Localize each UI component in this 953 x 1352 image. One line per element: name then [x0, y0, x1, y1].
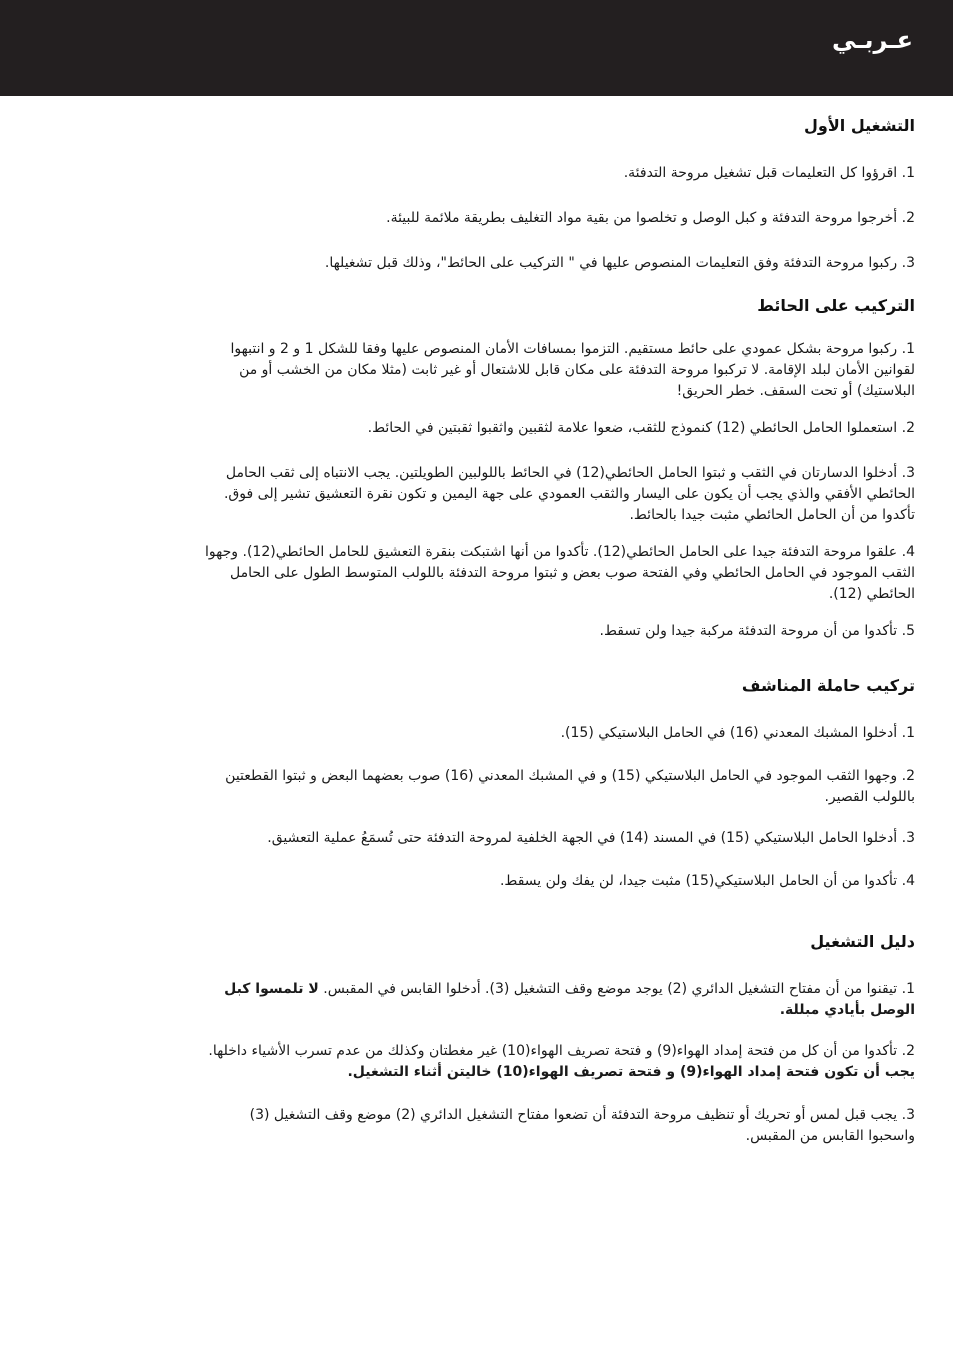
wall-mounting-item-2: 2. استعملوا الحامل الحائطي (12) كنموذج للثقب، ضعوا علامة لثقبين واثقبوا ثقبتين في الحائط.: [367, 420, 915, 436]
operating-guide-item-2: 2. تأكدوا من أن كل من فتحة إمداد الهواء(9) و فتحة تصريف الهواء(10) غير مغطتان وكذلك من عدم تسرب الأشياء داخلها. يجب أن تكون فتحة إمداد الهواء(9) و فتحة تصريف الهواء(10) خاليتن أثناء التشغيل.: [208, 1043, 915, 1080]
wall-mounting-item-4: 4. علقوا مروحة التدفئة جيدا على الحامل الحائطي(12). تأكدوا من أنها اشتبكت بنقرة التعشيق للحامل الحائطي(12). وجهوا الثقب الموجود في الحامل الحائطي وفي الفتحة صوب بعض و ثبتوا مروحة التدفئة باللولب المتوسط الطول على الحامل الحائطي (12).: [205, 544, 915, 602]
first-operation-item-3: 3. ركبوا مروحة التدفئة وفق التعليمات المنصوص عليها في " التركيب على الحائط"، وذلك قبل تشغيلها.: [324, 255, 915, 271]
first-operation-item-1: 1. اقرؤوا كل التعليمات قبل تشغيل مروحة التدفئة.: [623, 165, 915, 181]
towel-holder-item-4: 4. تأكدوا من أن الحامل البلاستيكي(15) مثبت جيدا، لن يفك ولن يسقط.: [499, 873, 915, 889]
section-heading-wall-mounting: التركيب على الحائط: [757, 296, 915, 315]
operating-guide-item-3: 3. يجب قبل لمس أو تحريك أو تنظيف مروحة التدفئة أن تضعوا مفتاح التشغيل الدائري (2) موضع وقف التشغيل (3) واسحبوا القابس من المقبس.: [249, 1107, 915, 1144]
towel-holder-item-3: 3. أدخلوا الحامل البلاستيكي (15) في المسند (14) في الجهة الخلفية لمروحة التدفئة حتى تُسمَعُ عملية التعشيق.: [267, 830, 915, 846]
wall-mounting-item-3: 3. أدخلوا الدسارتان في الثقب و ثبتوا الحامل الحائطي(12) في الحائط باللولبين الطويلتين. يجب الانتباه إلى ثقب الحامل الحائطي الأفقي والذي يجب أن يكون على اليسار والثقب العمودي على جهة اليمين و تكون نقرة التعشيق تشير إلى فوق. تأكدوا من أن الحامل الحائطي مثبت جيدا بالحائط.: [223, 465, 915, 523]
towel-holder-item-2: 2. وجهوا الثقب الموجود في الحامل البلاستيكي (15) و في المشبك المعدني (16) صوب بعضهما البعض و ثبتوا القطعتين باللولب القصير.: [225, 768, 915, 805]
wall-mounting-item-5: 5. تأكدوا من أن مروحة التدفئة مركبة جيدا ولن تسقط.: [599, 623, 915, 639]
section-heading-first-operation: التشغيل الأول: [804, 116, 915, 135]
operating-guide-item-1: 1. تيقنوا من أن مفتاح التشغيل الدائري (2) يوجد موضع وقف التشغيل (3). أدخلوا القابس في المقبس. لا تلمسوا كبل الوصل بأيادي مبللة.: [224, 981, 915, 1018]
towel-holder-item-1: 1. أدخلوا المشبك المعدني (16) في الحامل البلاستيكي (15).: [560, 725, 915, 741]
section-heading-towel-holder: تركيب حاملة المناشف: [741, 676, 915, 695]
manual-content: [200, 112, 915, 1147]
language-title: عـربـي: [831, 26, 913, 54]
first-operation-item-2: 2. أخرجوا مروحة التدفئة و كبل الوصل و تخلصوا من بقية مواد التغليف بطريقة ملائمة للبيئة.: [386, 210, 915, 226]
section-heading-operating-guide: دليل التشغيل: [810, 932, 915, 951]
header-bar: [0, 0, 953, 96]
wall-mounting-item-1: 1. ركبوا مروحة بشكل عمودي على حائط مستقيم. التزموا بمسافات الأمان المنصوص عليها وفقا للشكل 1 و 2 و انتبهوا لقوانين الأمان لبلد الإقامة. لا تركبوا مروحة التدفئة على مكان قابل للاشتعال أو غير ثابت (مثلا مكان من الخشب أو من البلاستيك) أو تحت السقف. خطر الحريق!: [230, 341, 915, 399]
